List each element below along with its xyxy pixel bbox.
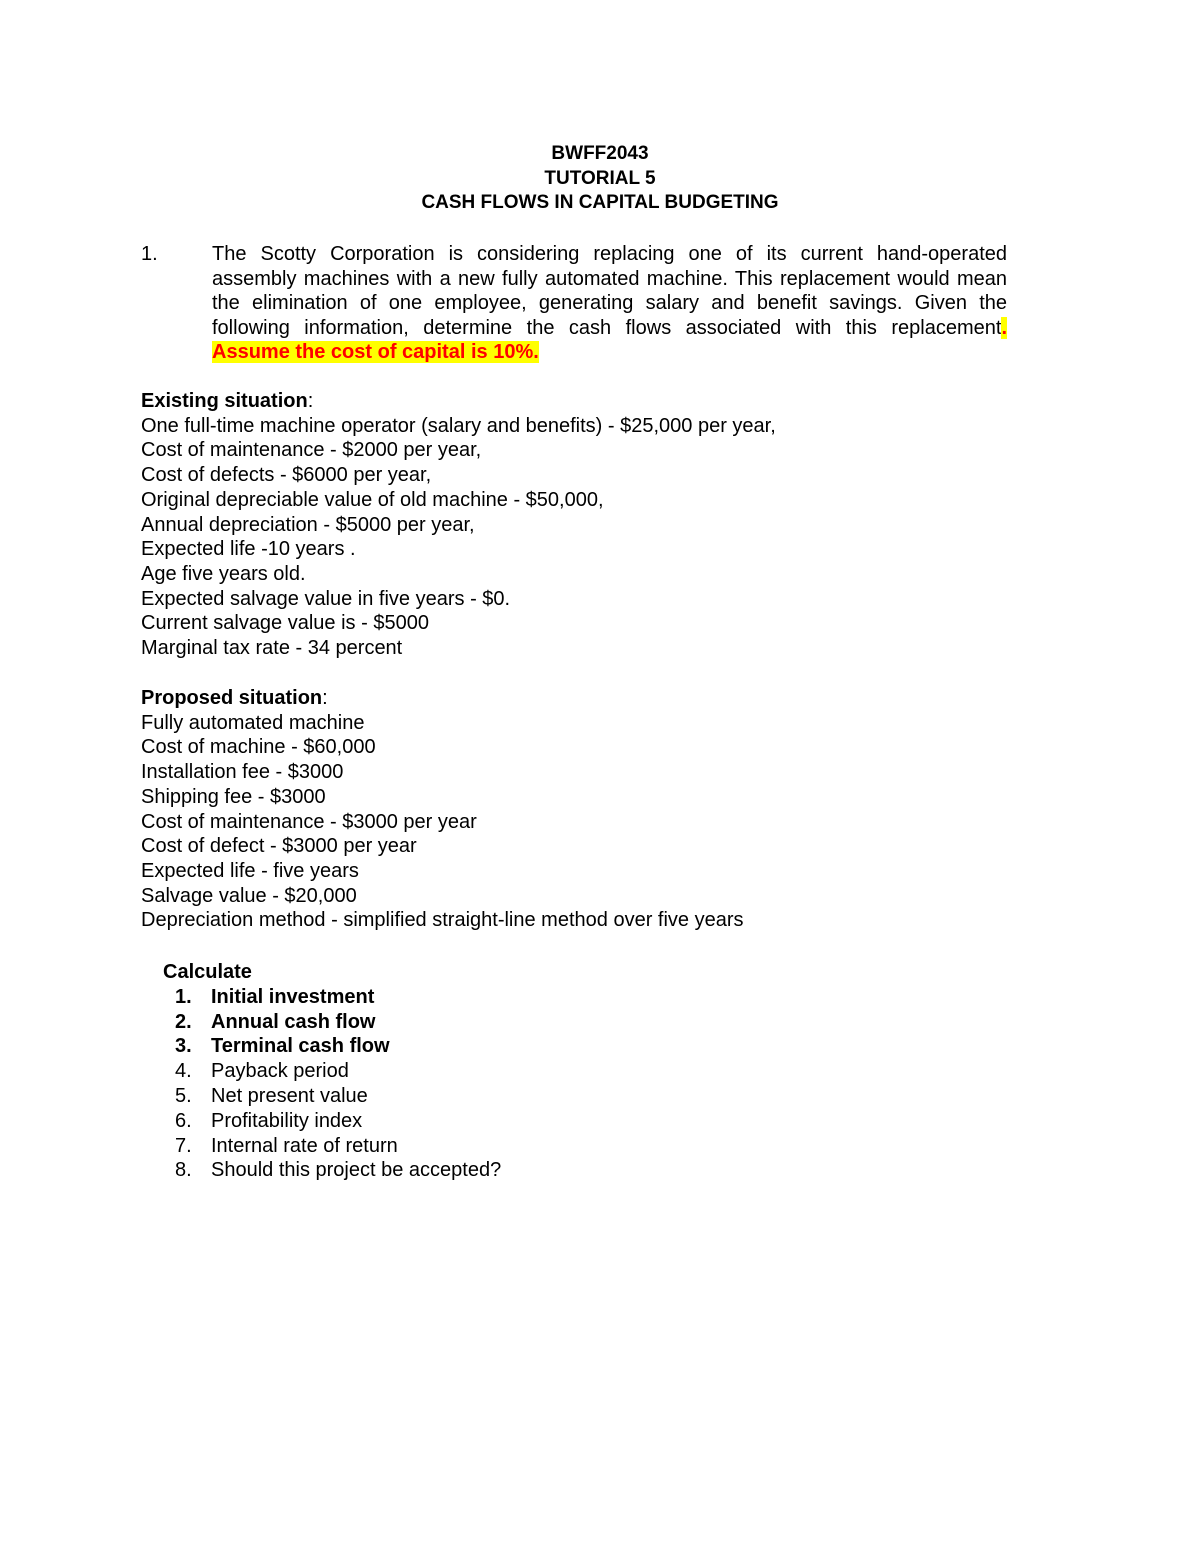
list-item (163, 1134, 501, 1159)
list-item-number: 3. (175, 1035, 192, 1058)
question-text (212, 242, 1007, 365)
list-item-text: Payback period (211, 1060, 349, 1083)
proposed-line: Cost of defect - $3000 per year (141, 835, 417, 858)
list-item-text: Initial investment (211, 985, 375, 1008)
proposed-line: Cost of machine - $60,000 (141, 736, 376, 759)
list-item-text: Profitability index (211, 1109, 363, 1132)
list-item-number: 5. (175, 1084, 192, 1107)
calculate-section (163, 960, 501, 1183)
list-item-number: 1. (175, 985, 192, 1008)
existing-line: Marginal tax rate - 34 percent (141, 637, 403, 660)
list-item-text: Annual cash flow (211, 1010, 376, 1033)
existing-line: Current salvage value is - $5000 (141, 612, 429, 635)
existing-line: Original depreciable value of old machine - $50,000, (141, 488, 604, 511)
list-item-text: Internal rate of return (211, 1134, 398, 1157)
calculate-title: Calculate (163, 961, 252, 983)
existing-line: Age five years old. (141, 562, 306, 585)
cost-of-capital-highlight: . Assume the cost of capital is 10%. (212, 316, 1007, 364)
proposed-line: Shipping fee - $3000 (141, 785, 326, 808)
proposed-line: Fully automated machine (141, 711, 365, 734)
proposed-line: Cost of maintenance - $3000 per year (141, 810, 477, 833)
list-item-number: 2. (175, 1010, 192, 1033)
list-item-number: 7. (175, 1134, 192, 1157)
existing-situation-section (141, 389, 1041, 661)
list-item-text: Terminal cash flow (211, 1035, 390, 1058)
list-item (163, 1059, 501, 1084)
proposed-title-colon: : (322, 687, 328, 709)
existing-line: Cost of maintenance - $2000 per year, (141, 439, 482, 462)
existing-line: One full-time machine operator (salary and benefits) - $25,000 per year, (141, 414, 776, 437)
existing-line: Expected salvage value in five years - $0. (141, 587, 511, 610)
proposed-situation-title (141, 686, 1041, 711)
existing-title-colon: : (307, 390, 314, 412)
proposed-line: Depreciation method - simplified straight-line method over five years (141, 909, 744, 932)
proposed-line: Installation fee - $3000 (141, 761, 344, 784)
list-item-number: 8. (175, 1159, 192, 1182)
proposed-situation-section (141, 686, 1041, 933)
list-item (163, 1109, 501, 1134)
calculate-list (163, 985, 501, 1183)
tutorial-number: TUTORIAL 5 (544, 167, 656, 189)
proposed-title-text: Proposed situation (141, 687, 323, 709)
existing-title-text: Existing situation (141, 390, 308, 412)
existing-situation-title (141, 389, 1041, 414)
existing-line: Expected life -10 years . (141, 538, 356, 561)
existing-line: Annual depreciation - $5000 per year, (141, 513, 475, 536)
list-item (163, 985, 501, 1010)
list-item (163, 1010, 501, 1035)
list-item-number: 4. (175, 1060, 192, 1083)
list-item-number: 6. (175, 1109, 192, 1132)
list-item (163, 1158, 501, 1183)
course-code: BWFF2043 (551, 143, 649, 164)
proposed-line: Salvage value - $20,000 (141, 884, 357, 907)
question-number: 1. (141, 243, 158, 265)
question-body: The Scotty Corporation is considering replacing one of its current hand-operated assembly machines with a new fully automated machine. This replacement would mean the elimination of one employee, generating salary and benefit savings. Given the following information, determine the cash flows associated with this replacement (212, 243, 1007, 339)
document-title: CASH FLOWS IN CAPITAL BUDGETING (421, 192, 779, 214)
list-item (163, 1084, 501, 1109)
list-item-text: Should this project be accepted? (211, 1159, 502, 1182)
list-item (163, 1034, 501, 1059)
existing-line: Cost of defects - $6000 per year, (141, 464, 432, 487)
document-header (0, 142, 1200, 216)
proposed-line: Expected life - five years (141, 859, 359, 882)
list-item-text: Net present value (211, 1084, 368, 1107)
question-1 (141, 242, 1007, 365)
